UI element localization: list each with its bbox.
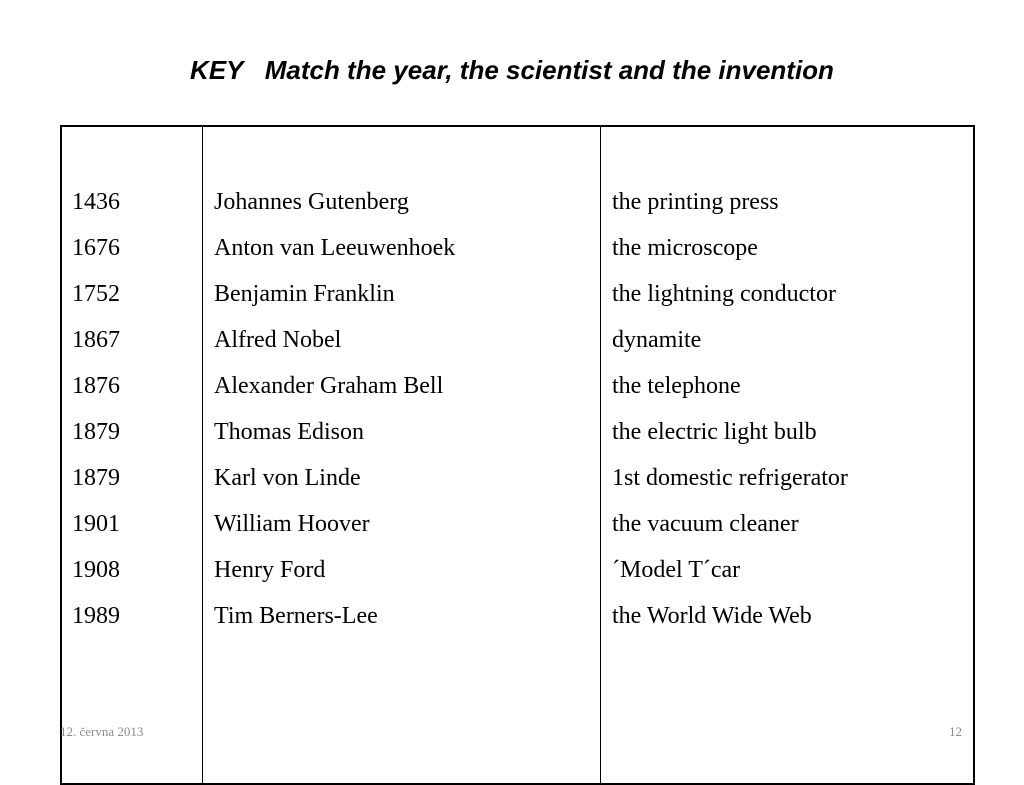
footer-date: 12. června 2013: [60, 724, 144, 739]
invention-cell: the telephone: [612, 373, 741, 399]
year-cell: 1879: [72, 419, 120, 445]
year-cell: 1867: [72, 327, 120, 353]
page-number: 12: [949, 724, 962, 739]
scientist-cell: Henry Ford: [214, 557, 326, 583]
year-cell: 1676: [72, 235, 120, 261]
column-divider: [202, 127, 203, 783]
year-cell: 1989: [72, 603, 120, 629]
invention-cell: 1st domestic refrigerator: [612, 465, 848, 491]
invention-cell: the vacuum cleaner: [612, 511, 799, 537]
scientist-cell: Alexander Graham Bell: [214, 373, 444, 399]
year-cell: 1908: [72, 557, 120, 583]
column-divider: [600, 127, 601, 783]
scientist-cell: Johannes Gutenberg: [214, 189, 409, 215]
invention-cell: the lightning conductor: [612, 281, 836, 307]
scientist-cell: Benjamin Franklin: [214, 281, 395, 307]
year-cell: 1876: [72, 373, 120, 399]
years-column: [72, 179, 202, 639]
scientist-cell: William Hoover: [214, 511, 370, 537]
scientist-cell: Tim Berners-Lee: [214, 603, 378, 629]
year-cell: 1901: [72, 511, 120, 537]
invention-cell: the World Wide Web: [612, 603, 812, 629]
inventions-column: [612, 179, 972, 639]
key-table: [60, 125, 975, 785]
invention-cell: ´Model T´car: [612, 557, 741, 583]
year-cell: 1436: [72, 189, 120, 215]
scientists-column: [214, 179, 599, 639]
invention-cell: dynamite: [612, 327, 702, 353]
slide-title: KEY Match the year, the scientist and the invention: [190, 55, 834, 85]
scientist-cell: Anton van Leeuwenhoek: [214, 235, 456, 261]
scientist-cell: Karl von Linde: [214, 465, 361, 491]
invention-cell: the printing press: [612, 189, 779, 215]
invention-cell: the electric light bulb: [612, 419, 817, 445]
year-cell: 1879: [72, 465, 120, 491]
scientist-cell: Alfred Nobel: [214, 327, 342, 353]
invention-cell: the microscope: [612, 235, 758, 261]
scientist-cell: Thomas Edison: [214, 419, 364, 445]
year-cell: 1752: [72, 281, 120, 307]
